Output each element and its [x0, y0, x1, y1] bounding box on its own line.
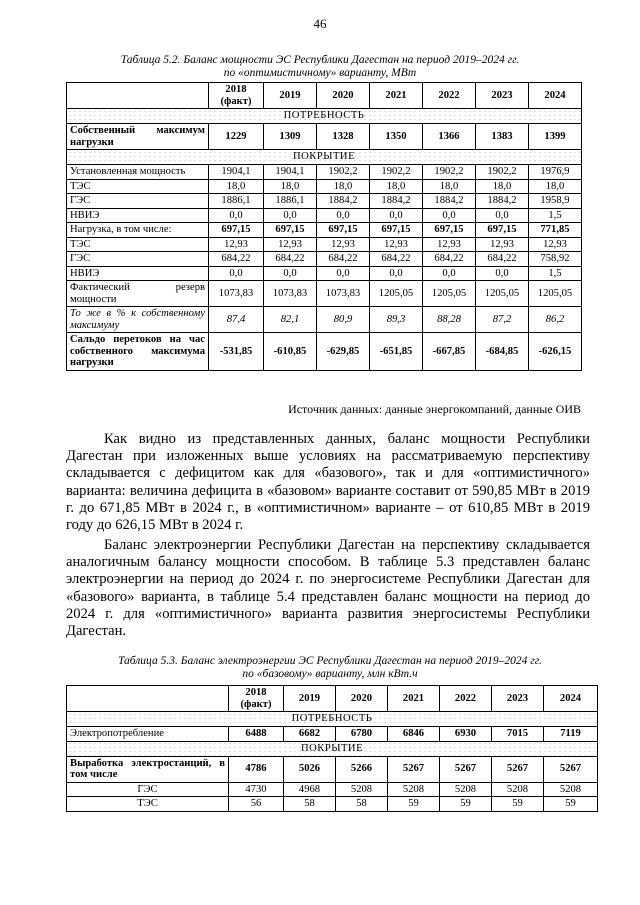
- cell-value: 89,3: [370, 307, 423, 333]
- cell-value: 1884,2: [476, 194, 529, 209]
- cell-value: 4786: [229, 756, 284, 782]
- cell-value: 18,0: [317, 179, 370, 194]
- cell-value: 59: [492, 797, 544, 812]
- table-row: [67, 208, 582, 223]
- cell-value: 18,0: [476, 179, 529, 194]
- cell-value: -651,85: [370, 333, 423, 371]
- cell-value: 0,0: [264, 266, 317, 281]
- table2-section-cover: [67, 741, 598, 756]
- cell-value: 12,93: [264, 237, 317, 252]
- cell-value: 5026: [284, 756, 336, 782]
- table1-header-cell: [67, 83, 209, 109]
- cell-value: 1366: [423, 124, 476, 150]
- cell-value: 697,15: [209, 223, 264, 238]
- cell-value: 18,0: [209, 179, 264, 194]
- energy-balance-table: [66, 685, 598, 812]
- table-row: [67, 333, 582, 371]
- cell-value: 18,0: [370, 179, 423, 194]
- paragraph-energy-balance: Баланс электроэнергии Республики Дагестан на перспективу складывается аналогичным балансу мощности способом. В таблице 5.3 представлен баланс электроэнергии на период до 2024 г. по энергосистеме Республики Дагестан для «базового» варианта, в таблице 5.4 представлен баланс мощности на период до 2024 г. для «оптимистичного» варианта развития энергосистемы Республики Дагестан.: [66, 537, 590, 640]
- cell-value: 12,93: [476, 237, 529, 252]
- table-row: [67, 266, 582, 281]
- table-row: [67, 797, 598, 812]
- cell-value: 6930: [440, 727, 492, 742]
- power-balance-table: [66, 82, 582, 371]
- cell-value: 7119: [544, 727, 598, 742]
- cell-value: 1205,05: [476, 281, 529, 307]
- cell-value: 12,93: [423, 237, 476, 252]
- table-row: [67, 165, 582, 180]
- cell-value: 59: [388, 797, 440, 812]
- row-label: Собственный максимум нагрузки: [67, 124, 209, 150]
- cell-value: 1902,2: [423, 165, 476, 180]
- cell-value: 0,0: [370, 208, 423, 223]
- cell-value: 12,93: [529, 237, 582, 252]
- cell-value: 1073,83: [264, 281, 317, 307]
- cell-value: -667,85: [423, 333, 476, 371]
- table2-caption-line2: по «базовому» варианту, млн кВт.ч: [242, 668, 418, 680]
- table1-header-cell: 2018 (факт): [209, 83, 264, 109]
- cell-value: 1399: [529, 124, 582, 150]
- cell-value: 697,15: [370, 223, 423, 238]
- cell-value: 1884,2: [423, 194, 476, 209]
- cell-value: 1884,2: [370, 194, 423, 209]
- table2-header-cell: 2021: [388, 686, 440, 712]
- row-label: Выработка электростанций, в том числе: [67, 756, 229, 782]
- cell-value: 5208: [492, 782, 544, 797]
- cell-value: 18,0: [264, 179, 317, 194]
- section-label: ПОТРЕБНОСТЬ: [67, 109, 582, 124]
- cell-value: 1229: [209, 124, 264, 150]
- cell-value: 1976,9: [529, 165, 582, 180]
- table2-header-row: [67, 686, 598, 712]
- cell-value: 87,2: [476, 307, 529, 333]
- cell-value: 18,0: [423, 179, 476, 194]
- cell-value: 1886,1: [209, 194, 264, 209]
- table-row: [67, 727, 598, 742]
- page-number: 46: [313, 16, 327, 31]
- table-row: [67, 782, 598, 797]
- cell-value: 684,22: [370, 252, 423, 267]
- cell-value: 1383: [476, 124, 529, 150]
- cell-value: 771,85: [529, 223, 582, 238]
- table1-source: Источник данных: данные энергокомпаний, данные ОИВ: [288, 402, 581, 416]
- section-label: ПОКРЫТИЕ: [67, 741, 598, 756]
- table2-header-cell: 2024: [544, 686, 598, 712]
- cell-value: 1205,05: [529, 281, 582, 307]
- cell-value: 1902,2: [317, 165, 370, 180]
- table2-header-cell: [67, 686, 229, 712]
- table1-header-cell: 2024: [529, 83, 582, 109]
- cell-value: 697,15: [317, 223, 370, 238]
- cell-value: 1328: [317, 124, 370, 150]
- row-label: Электропотребление: [67, 727, 229, 742]
- cell-value: 0,0: [370, 266, 423, 281]
- cell-value: 697,15: [264, 223, 317, 238]
- cell-value: 4968: [284, 782, 336, 797]
- cell-value: 58: [336, 797, 388, 812]
- table1-header-cell: 2021: [370, 83, 423, 109]
- row-label: ТЭС: [67, 237, 209, 252]
- cell-value: 1350: [370, 124, 423, 150]
- cell-value: -626,15: [529, 333, 582, 371]
- cell-value: 5267: [492, 756, 544, 782]
- table2-header-cell: 2023: [492, 686, 544, 712]
- table2-header-cell: 2020: [336, 686, 388, 712]
- table1-header-cell: 2019: [264, 83, 317, 109]
- row-label: Фактический резерв мощности: [67, 281, 209, 307]
- cell-value: 0,0: [317, 266, 370, 281]
- table1-header-cell: 2022: [423, 83, 476, 109]
- cell-value: 0,0: [476, 266, 529, 281]
- table2-body: [67, 712, 598, 812]
- row-label: ГЭС: [67, 252, 209, 267]
- row-label: ТЭС: [67, 797, 229, 812]
- table-row: [67, 756, 598, 782]
- table1-header-row: [67, 83, 582, 109]
- cell-value: 684,22: [209, 252, 264, 267]
- paragraph-power-deficit: Как видно из представленных данных, баланс мощности Республики Дагестан при изложенных выше условиях на рассматриваемую перспективу складывается с дефицитом как для «базового», так и для «оптимистичного» варианта: величина дефицита в «базовом» варианте составит от 590,85 МВт в 2019 г. до 671,85 МВт в 2024 г., в «оптимистичном» варианте – от 610,85 МВт в 2019 году до 626,15 МВт в 2024 г.: [66, 431, 590, 534]
- table2-header-cell: 2022: [440, 686, 492, 712]
- section-label: ПОКРЫТИЕ: [67, 150, 582, 165]
- cell-value: 5208: [440, 782, 492, 797]
- cell-value: 56: [229, 797, 284, 812]
- cell-value: 5266: [336, 756, 388, 782]
- cell-value: -531,85: [209, 333, 264, 371]
- table-row: [67, 281, 582, 307]
- cell-value: 1073,83: [209, 281, 264, 307]
- section-label: ПОТРЕБНОСТЬ: [67, 712, 598, 727]
- cell-value: 1205,05: [423, 281, 476, 307]
- table1-caption-line1: Таблица 5.2. Баланс мощности ЭС Республики Дагестан на период 2019–2024 гг.: [120, 54, 520, 66]
- cell-value: 6780: [336, 727, 388, 742]
- table1-caption-line2: по «оптимистичному» варианту, МВт: [223, 67, 417, 79]
- row-label: То же в % к собственному максимуму: [67, 307, 209, 333]
- row-label: НВИЭ: [67, 208, 209, 223]
- cell-value: 1902,2: [476, 165, 529, 180]
- cell-value: 87,4: [209, 307, 264, 333]
- cell-value: 0,0: [264, 208, 317, 223]
- table-row: [67, 194, 582, 209]
- cell-value: 0,0: [209, 208, 264, 223]
- row-label: Установленная мощность: [67, 165, 209, 180]
- cell-value: 1904,1: [264, 165, 317, 180]
- table1-caption: [60, 54, 580, 80]
- cell-value: 12,93: [317, 237, 370, 252]
- cell-value: 1073,83: [317, 281, 370, 307]
- cell-value: 86,2: [529, 307, 582, 333]
- cell-value: 684,22: [317, 252, 370, 267]
- row-label: Нагрузка, в том числе:: [67, 223, 209, 238]
- table-row: [67, 179, 582, 194]
- table-row: [67, 252, 582, 267]
- cell-value: 7015: [492, 727, 544, 742]
- cell-value: 1,5: [529, 266, 582, 281]
- cell-value: 0,0: [423, 208, 476, 223]
- cell-value: 12,93: [370, 237, 423, 252]
- cell-value: 6682: [284, 727, 336, 742]
- table-row: [67, 124, 582, 150]
- cell-value: 1902,2: [370, 165, 423, 180]
- cell-value: 1,5: [529, 208, 582, 223]
- cell-value: 18,0: [529, 179, 582, 194]
- cell-value: 697,15: [423, 223, 476, 238]
- row-label: ГЭС: [67, 194, 209, 209]
- cell-value: 1884,2: [317, 194, 370, 209]
- cell-value: 5208: [336, 782, 388, 797]
- row-label: Сальдо перетоков на час собственного максимума нагрузки: [67, 333, 209, 371]
- table-row: [67, 307, 582, 333]
- cell-value: 1309: [264, 124, 317, 150]
- cell-value: 59: [440, 797, 492, 812]
- cell-value: 1958,9: [529, 194, 582, 209]
- cell-value: 6488: [229, 727, 284, 742]
- table-row: [67, 237, 582, 252]
- cell-value: 0,0: [423, 266, 476, 281]
- table2-section-demand: [67, 712, 598, 727]
- cell-value: 59: [544, 797, 598, 812]
- cell-value: 5208: [388, 782, 440, 797]
- cell-value: 697,15: [476, 223, 529, 238]
- cell-value: 5208: [544, 782, 598, 797]
- cell-value: 0,0: [317, 208, 370, 223]
- table2-header-cell: 2018 (факт): [229, 686, 284, 712]
- cell-value: 1904,1: [209, 165, 264, 180]
- table1-header-cell: 2023: [476, 83, 529, 109]
- cell-value: 5267: [544, 756, 598, 782]
- cell-value: 0,0: [209, 266, 264, 281]
- cell-value: 684,22: [423, 252, 476, 267]
- cell-value: -684,85: [476, 333, 529, 371]
- cell-value: 5267: [440, 756, 492, 782]
- table2-header-cell: 2019: [284, 686, 336, 712]
- table1-header-cell: 2020: [317, 83, 370, 109]
- cell-value: 88,28: [423, 307, 476, 333]
- table2-caption: [70, 655, 590, 681]
- cell-value: 758,92: [529, 252, 582, 267]
- table-row: [67, 223, 582, 238]
- cell-value: 0,0: [476, 208, 529, 223]
- cell-value: 82,1: [264, 307, 317, 333]
- row-label: ТЭС: [67, 179, 209, 194]
- table1-section-cover: [67, 150, 582, 165]
- cell-value: 5267: [388, 756, 440, 782]
- table1-section-demand: [67, 109, 582, 124]
- cell-value: 4730: [229, 782, 284, 797]
- cell-value: 80,9: [317, 307, 370, 333]
- row-label: ГЭС: [67, 782, 229, 797]
- cell-value: -610,85: [264, 333, 317, 371]
- cell-value: 58: [284, 797, 336, 812]
- cell-value: -629,85: [317, 333, 370, 371]
- cell-value: 12,93: [209, 237, 264, 252]
- table1-body: [67, 109, 582, 371]
- cell-value: 684,22: [264, 252, 317, 267]
- row-label: НВИЭ: [67, 266, 209, 281]
- cell-value: 6846: [388, 727, 440, 742]
- cell-value: 1205,05: [370, 281, 423, 307]
- cell-value: 684,22: [476, 252, 529, 267]
- cell-value: 1886,1: [264, 194, 317, 209]
- table2-caption-line1: Таблица 5.3. Баланс электроэнергии ЭС Республики Дагестан на период 2019–2024 гг.: [118, 655, 542, 667]
